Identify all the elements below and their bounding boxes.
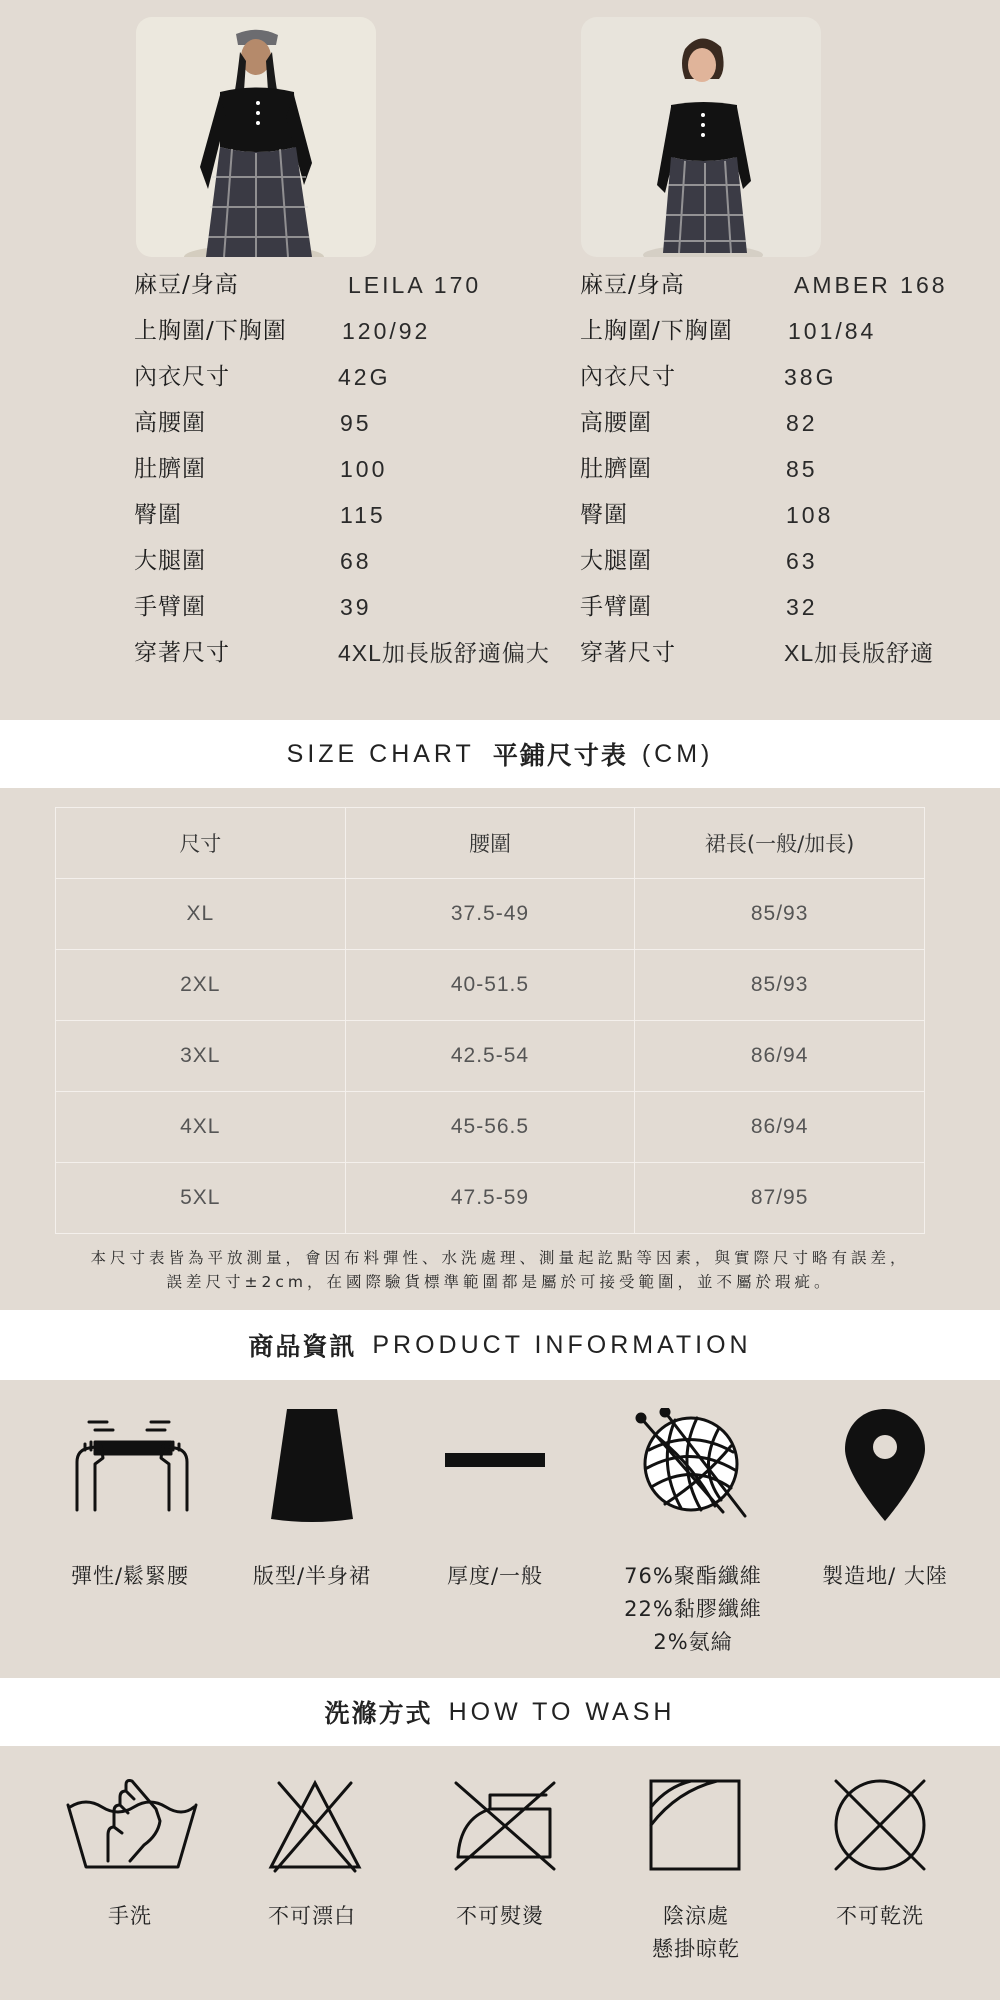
- caption-no-bleach: [222, 1900, 402, 1933]
- spec-value: LEILA 170: [348, 272, 482, 298]
- spec-label: 高腰圍: [134, 410, 206, 436]
- spec-label: 麻豆/身高: [580, 272, 685, 298]
- spec-label: 肚臍圍: [134, 456, 206, 482]
- no-bleach-icon: [255, 1770, 375, 1880]
- thickness-bar-icon: [440, 1440, 550, 1480]
- spec-value: 4XL加長版舒適偏大: [338, 640, 550, 666]
- cell-size: 5XL: [56, 1163, 346, 1234]
- spec-label: 臀圍: [134, 502, 182, 528]
- cell-length: 86/94: [635, 1021, 925, 1092]
- table-row: [56, 1163, 925, 1234]
- spec-label: 內衣尺寸: [580, 364, 676, 390]
- caption-line: 76%聚酯纖維: [624, 1564, 762, 1588]
- caption-no-iron: [410, 1900, 590, 1933]
- caption-line: 製造地/ 大陸: [822, 1564, 948, 1588]
- size-note-line-1: 本尺寸表皆為平放測量，會因布料彈性、水洗處理、測量起訖點等因素，與實際尺寸略有誤差，: [90, 1249, 910, 1267]
- spec-value: 101/84: [788, 318, 877, 344]
- spec-value: 120/92: [342, 318, 431, 344]
- no-dry-clean-icon: [825, 1770, 935, 1880]
- table-row: [56, 1092, 925, 1163]
- cell-size: 2XL: [56, 950, 346, 1021]
- size-chart-banner: [0, 720, 1000, 788]
- cell-length: 86/94: [635, 1092, 925, 1163]
- caption-line: 陰涼處: [663, 1904, 729, 1928]
- caption-line: 手洗: [108, 1904, 152, 1928]
- spec-label: 高腰圍: [580, 410, 652, 436]
- spec-label: 手臂圍: [580, 594, 652, 620]
- caption-skirt: [222, 1560, 402, 1593]
- spec-label: 麻豆/身高: [134, 272, 239, 298]
- caption-line: 懸掛晾乾: [652, 1937, 740, 1961]
- spec-label: 上胸圍/下胸圍: [580, 318, 733, 344]
- spec-label: 大腿圍: [580, 548, 652, 574]
- cell-waist: 45-56.5: [345, 1092, 635, 1163]
- spec-value: AMBER 168: [794, 272, 948, 298]
- table-header-row: [56, 808, 925, 879]
- spec-label: 上胸圍/下胸圍: [134, 318, 287, 344]
- size-table: [55, 807, 925, 1234]
- size-chart-title: SIZE CHART: [286, 739, 475, 768]
- dry-in-shade-icon: [640, 1770, 750, 1880]
- cell-size: 4XL: [56, 1092, 346, 1163]
- spec-value: 38G: [784, 364, 837, 390]
- product-info-title: PRODUCT INFORMATION: [372, 1330, 752, 1359]
- spec-label: 大腿圍: [134, 548, 206, 574]
- spec-value: 85: [786, 456, 818, 482]
- spec-value: 42G: [338, 364, 391, 390]
- cell-waist: 37.5-49: [345, 879, 635, 950]
- model-photo-leila: [136, 17, 376, 257]
- caption-origin: [795, 1560, 975, 1593]
- caption-line: 厚度/一般: [446, 1564, 544, 1588]
- header-size: 尺寸: [56, 808, 346, 879]
- caption-line: 2%氨綸: [653, 1630, 733, 1654]
- table-row: [56, 879, 925, 950]
- spec-label: 穿著尺寸: [580, 640, 676, 666]
- caption-elastic: [40, 1560, 220, 1593]
- spec-value: 82: [786, 410, 818, 436]
- spec-value: 63: [786, 548, 818, 574]
- spec-label: 臀圍: [580, 502, 628, 528]
- table-row: [56, 950, 925, 1021]
- spec-value: 115: [340, 502, 386, 528]
- size-note-line-2: 誤差尺寸±2cm，在國際驗貨標準範圍都是屬於可接受範圍，並不屬於瑕疵。: [166, 1273, 834, 1291]
- cell-size: XL: [56, 879, 346, 950]
- spec-value: XL加長版舒適: [784, 640, 935, 666]
- header-waist: 腰圍: [345, 808, 635, 879]
- header-length: 裙長(一般/加長): [635, 808, 925, 879]
- spec-label: 手臂圍: [134, 594, 206, 620]
- spec-value: 39: [340, 594, 372, 620]
- caption-line: 不可熨燙: [456, 1904, 544, 1928]
- model-photo-amber: [581, 17, 821, 257]
- caption-material: [603, 1560, 783, 1659]
- spec-value: 100: [340, 456, 388, 482]
- spec-value: 68: [340, 548, 372, 574]
- skirt-icon: [252, 1405, 372, 1525]
- product-info-title-cjk: 商品資訊: [248, 1332, 357, 1361]
- hand-wash-icon: [62, 1770, 202, 1880]
- caption-line: 22%黏膠纖維: [624, 1597, 762, 1621]
- spec-value: 95: [340, 410, 372, 436]
- spec-value: 32: [786, 594, 818, 620]
- cell-waist: 40-51.5: [345, 950, 635, 1021]
- spec-label: 肚臍圍: [580, 456, 652, 482]
- caption-line: 彈性/鬆緊腰: [70, 1564, 190, 1588]
- spec-label: 內衣尺寸: [134, 364, 230, 390]
- cell-size: 3XL: [56, 1021, 346, 1092]
- cell-waist: 47.5-59: [345, 1163, 635, 1234]
- no-iron-icon: [440, 1770, 570, 1880]
- caption-line: 不可乾洗: [836, 1904, 924, 1928]
- caption-thickness: [405, 1560, 585, 1593]
- cell-waist: 42.5-54: [345, 1021, 635, 1092]
- wash-banner: [0, 1678, 1000, 1746]
- table-row: [56, 1021, 925, 1092]
- elastic-waist-icon: [62, 1405, 202, 1525]
- wash-title-cjk: 洗滌方式: [324, 1699, 433, 1728]
- caption-hand-wash: [40, 1900, 220, 1933]
- cell-length: 85/93: [635, 879, 925, 950]
- caption-line: 不可漂白: [268, 1904, 356, 1928]
- size-chart-title-cjk: 平鋪尺寸表: [492, 741, 628, 770]
- yarn-ball-icon: [630, 1405, 760, 1525]
- caption-line: 版型/半身裙: [252, 1564, 372, 1588]
- cell-length: 87/95: [635, 1163, 925, 1234]
- caption-no-dry-clean: [790, 1900, 970, 1933]
- spec-value: 108: [786, 502, 834, 528]
- size-chart-unit: (CM): [641, 739, 714, 768]
- wash-title: HOW TO WASH: [448, 1697, 676, 1726]
- location-pin-icon: [830, 1405, 940, 1525]
- product-info-banner: [0, 1310, 1000, 1380]
- spec-label: 穿著尺寸: [134, 640, 230, 666]
- cell-length: 85/93: [635, 950, 925, 1021]
- caption-dry-in-shade: [606, 1900, 786, 1966]
